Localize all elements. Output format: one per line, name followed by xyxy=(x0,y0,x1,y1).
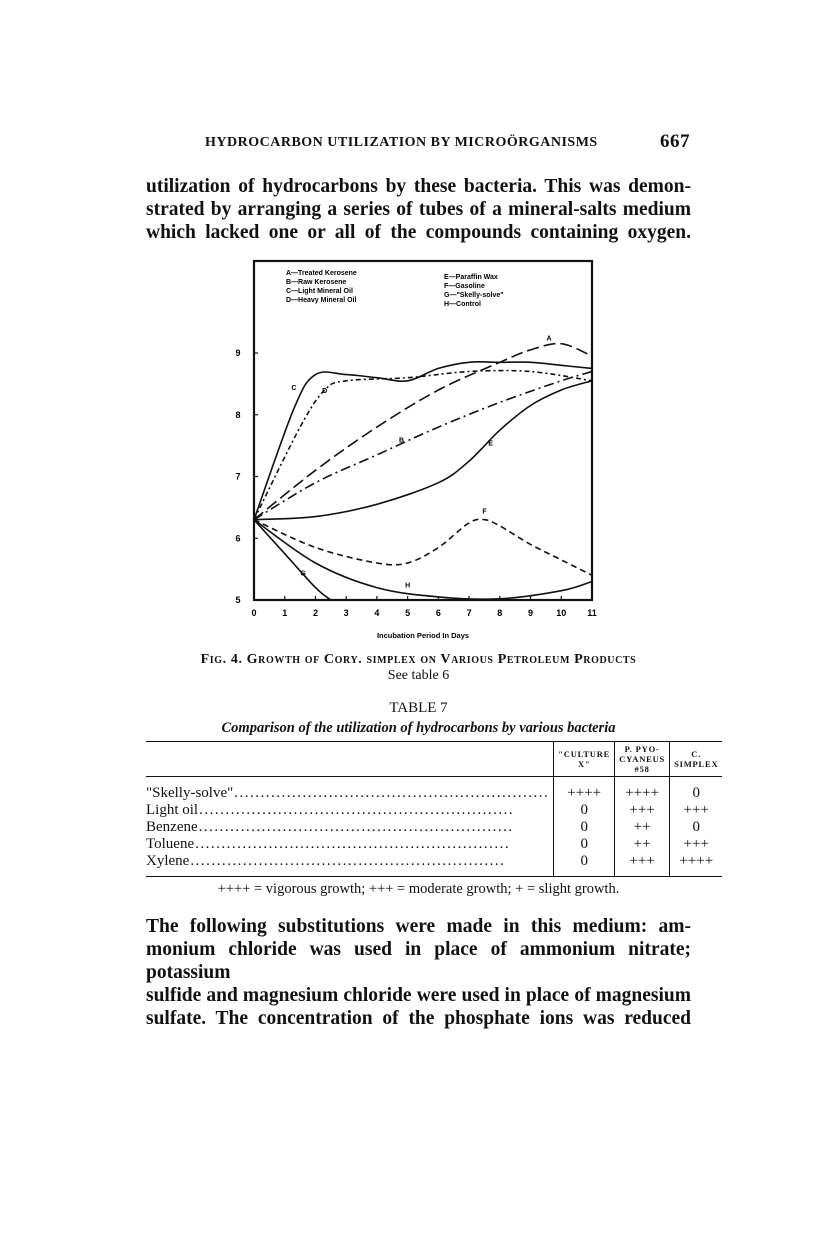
legend-entry: D—Heavy Mineral Oil xyxy=(286,297,357,304)
table-cell-name xyxy=(146,802,554,819)
y-tick-label: 9 xyxy=(235,348,241,358)
table-subtitle: Comparison of the utilization of hydrocarbons by various bacteria xyxy=(221,720,616,736)
series-label-g: G xyxy=(300,570,306,578)
table-cell-value: +++ xyxy=(683,836,709,852)
row-label: Xylene xyxy=(146,853,190,869)
running-title: HYDROCARBON UTILIZATION BY MICROÖRGANISMS xyxy=(205,135,598,150)
series-label-h: H xyxy=(405,582,411,590)
x-tick-label: 5 xyxy=(405,608,411,618)
series-label-d: D xyxy=(322,388,328,396)
figure-caption xyxy=(146,652,691,684)
table-header-p-pyocyaneus-line1: P. PYO- xyxy=(624,744,660,754)
series-line-b xyxy=(254,372,592,520)
legend-entry: H—Control xyxy=(444,301,481,308)
table-cell-value: 0 xyxy=(692,819,700,835)
chart-series-group xyxy=(254,336,592,600)
table-cell-value: ++++ xyxy=(615,777,670,803)
table-header-p-pyocyaneus-line2: CYANEUS #58 xyxy=(619,754,666,774)
series-label-a: A xyxy=(546,335,552,343)
series-label-b: B xyxy=(398,437,405,445)
series-line-f xyxy=(254,519,592,578)
y-tick-label: 6 xyxy=(235,533,241,544)
table-header-blank xyxy=(146,742,554,777)
series-label-e: E xyxy=(488,440,493,448)
legend-entry: F—Gasoline xyxy=(444,283,485,290)
table-row xyxy=(146,819,722,836)
chart-axes xyxy=(235,261,596,640)
table-row xyxy=(146,777,722,803)
table-cell-value: +++ xyxy=(615,802,670,819)
series-line-a xyxy=(254,344,592,520)
y-tick-label: 8 xyxy=(235,409,241,420)
paragraph-top xyxy=(146,175,691,244)
paragraph-line: utilization of hydrocarbons by these bacteria. This was demon- xyxy=(146,176,691,197)
paragraph-line: which lacked one or all of the compounds containing oxygen. xyxy=(146,222,691,243)
series-label-f: F xyxy=(482,508,487,516)
legend-entry: C—Light Mineral Oil xyxy=(286,288,353,295)
paragraph-line: sulfate. The concentration of the phosphate ions was reduced xyxy=(146,1008,691,1029)
table-title: TABLE 7 xyxy=(389,700,448,716)
x-tick-label: 8 xyxy=(497,608,503,618)
page-number: 667 xyxy=(660,131,690,152)
table-cell-value: ++ xyxy=(615,836,670,853)
table-cell-name xyxy=(146,819,554,836)
y-tick-label: 5 xyxy=(235,595,241,605)
table-cell-value: ++++ xyxy=(554,777,615,803)
table-header-c-simplex: C. SIMPLEX xyxy=(670,742,723,777)
row-label: Toluene xyxy=(146,836,195,852)
leader-dots: ............................................................ xyxy=(199,802,515,818)
table-row xyxy=(146,836,722,853)
series-label-c: C xyxy=(291,385,297,393)
leader-dots: ............................................................ xyxy=(195,836,511,852)
y-tick-label: 7 xyxy=(235,471,241,482)
series-line-g xyxy=(254,520,331,600)
x-tick-label: 7 xyxy=(466,608,472,618)
series-line-e xyxy=(254,381,592,520)
table-header-p-pyocyaneus xyxy=(615,742,670,777)
legend-entry: G—"Skelly-solve" xyxy=(444,292,504,299)
legend-entry: B—Raw Kerosene xyxy=(286,279,347,286)
table-header-row xyxy=(146,742,722,777)
x-tick-label: 10 xyxy=(556,608,567,618)
table-cell-name xyxy=(146,836,554,853)
series-line-h xyxy=(254,520,592,599)
x-tick-label: 2 xyxy=(312,608,318,618)
leader-dots: ............................................................ xyxy=(190,853,506,869)
table-cell-value: ++++ xyxy=(670,853,723,877)
x-tick-label: 4 xyxy=(374,608,380,618)
series-line-d xyxy=(254,371,592,520)
table-cell-name xyxy=(146,777,554,803)
table-header-culture-x: "CULTURE X" xyxy=(554,742,615,777)
x-tick-label: 0 xyxy=(251,608,257,618)
table-cell-value: ++ xyxy=(615,819,670,836)
legend-entry: A—Treated Kerosene xyxy=(286,270,357,277)
x-tick-label: 1 xyxy=(282,608,288,618)
x-tick-label: 9 xyxy=(528,608,534,618)
leader-dots: ............................................................ xyxy=(198,819,514,835)
paragraph-line: The following substitutions were made in this medium: am- xyxy=(146,916,691,937)
figure-caption-title: Fig. 4. Growth of Cory. simplex on Various Petroleum Products xyxy=(200,652,637,667)
figure-caption-note: See table 6 xyxy=(387,668,450,683)
running-header xyxy=(205,131,690,157)
chart-legend xyxy=(286,270,504,308)
row-label: Light oil xyxy=(146,802,199,818)
table-cell-value: 0 xyxy=(692,785,700,801)
legend-entry: E—Paraffin Wax xyxy=(444,274,498,281)
table-cell-value: 0 xyxy=(554,853,615,877)
paragraph-line: monium chloride was used in place of ammonium nitrate; potassium xyxy=(146,939,691,983)
x-tick-label: 3 xyxy=(343,608,349,618)
x-tick-label: 11 xyxy=(587,608,597,618)
table-cell-value: 0 xyxy=(554,836,615,853)
table-cell-value: +++ xyxy=(615,853,670,877)
row-label: "Skelly-solve" xyxy=(146,785,234,801)
growth-chart xyxy=(220,255,620,645)
x-tick-label: 6 xyxy=(435,608,441,618)
table-cell-value: 0 xyxy=(554,802,615,819)
table-row xyxy=(146,853,722,877)
comparison-table xyxy=(146,741,722,877)
paragraph-line: strated by arranging a series of tubes of a mineral-salts medium xyxy=(146,199,691,220)
series-line-c xyxy=(254,362,592,520)
row-label: Benzene xyxy=(146,819,198,835)
plot-frame xyxy=(254,261,592,600)
table-cell-name xyxy=(146,853,554,877)
leader-dots: ............................................................ xyxy=(234,785,550,801)
table-cell-value: 0 xyxy=(554,819,615,836)
table-row xyxy=(146,802,722,819)
table-legend: ++++ = vigorous growth; +++ = moderate growth; + = slight growth. xyxy=(217,881,620,897)
table-cell-value: +++ xyxy=(683,802,709,818)
x-axis-label: Incubation Period In Days xyxy=(376,631,470,640)
paragraph-bottom xyxy=(146,915,691,1030)
paragraph-line: sulfide and magnesium chloride were used in place of magnesium xyxy=(146,985,691,1006)
